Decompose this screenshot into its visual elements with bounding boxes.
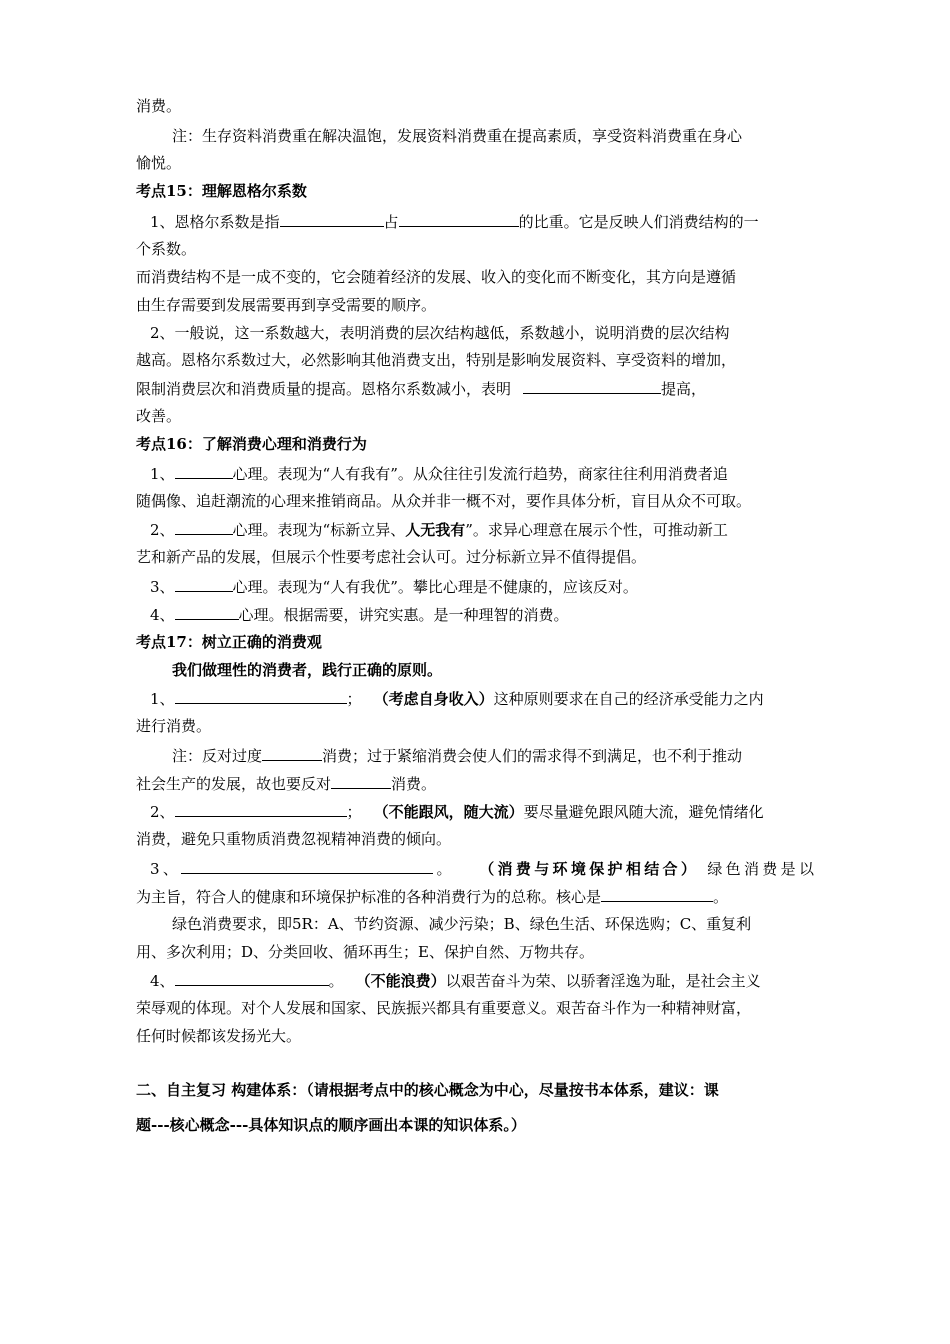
text-line	[136, 886, 728, 907]
text-line	[136, 378, 706, 399]
text-line	[150, 519, 728, 540]
text-bold: （不能浪费）	[355, 972, 446, 990]
text-segment: ；	[346, 690, 362, 708]
blank-field[interactable]	[175, 970, 329, 986]
text-segment: ；	[346, 803, 362, 821]
text-segment: 3、	[150, 578, 175, 596]
text-segment: 提高，	[661, 380, 707, 398]
text-segment: 。	[328, 972, 344, 990]
text-line: 消费。	[136, 97, 182, 115]
blank-field[interactable]	[175, 688, 347, 704]
text-line: 消费，避免只重物质消费忽视精神消费的倾向。	[136, 830, 452, 848]
text-segment: 1、	[150, 465, 175, 483]
text-segment: 社会生产的发展，故也要反对	[136, 775, 332, 793]
section-heading-15: 考点15：理解恩格尔系数	[136, 182, 307, 200]
text-segment: 绿色消费是以	[707, 860, 814, 878]
blank-field[interactable]	[175, 463, 233, 479]
text-line	[150, 211, 759, 232]
blank-field[interactable]	[175, 576, 233, 592]
text-line	[150, 576, 638, 597]
section-heading-2: 二、自主复习 构建体系：（请根据考点中的核心概念为中心，尽量按书本体系，建议：课	[136, 1081, 719, 1099]
text-line: 改善。	[136, 407, 182, 425]
text-segment: ”。求异心理意在展示个性，可推动新工	[465, 521, 728, 539]
text-segment: 注：反对过度	[172, 747, 263, 765]
text-line: 用、多次利用；D、分类回收、循环再生；E、保护自然、万物共存。	[136, 943, 594, 961]
text-segment: 占	[383, 213, 399, 231]
text-segment: 。	[713, 888, 729, 906]
text-segment: 限制消费层次和消费质量的提高。恩格尔系数减小，表明	[136, 380, 512, 398]
text-segment: 2、	[150, 803, 175, 821]
blank-field[interactable]	[181, 858, 433, 874]
text-line: 随偶像、追赶潮流的心理来推销商品。从众并非一概不对，要作具体分析，盲目从众不可取。	[136, 492, 752, 510]
section-heading-16: 考点16：了解消费心理和消费行为	[136, 435, 367, 453]
text-line: 而消费结构不是一成不变的，它会随着经济的发展、收入的变化而不断变化，其方向是遵循	[136, 268, 737, 286]
note-line: 注：生存资料消费重在解决温饱，发展资料消费重在提高素质，享受资料消费重在身心	[172, 127, 743, 145]
text-segment: 。	[433, 860, 455, 878]
section-heading-17: 考点17：树立正确的消费观	[136, 633, 322, 651]
text-segment: 消费；过于紧缩消费会使人们的需求得不到满足，也不利于推动	[322, 747, 743, 765]
text-line: 进行消费。	[136, 717, 212, 735]
text-line	[150, 688, 764, 709]
note-line	[172, 745, 742, 766]
text-line: 越高。恩格尔系数过大，必然影响其他消费支出，特别是影响发展资料、享受资料的增加，	[136, 351, 737, 369]
blank-field[interactable]	[523, 378, 661, 394]
text-bold: （不能跟风，随大流）	[373, 803, 524, 821]
text-line	[150, 970, 761, 991]
text-segment: 为主旨，符合人的健康和环境保护标准的各种消费行为的总称。核心是	[136, 888, 602, 906]
blank-field[interactable]	[175, 604, 239, 620]
text-segment: 心理。根据需要，讲究实惠。是一种理智的消费。	[238, 606, 569, 624]
text-segment: 2、	[150, 521, 175, 539]
text-segment: 心理。表现为“人有我优”。攀比心理是不健康的，应该反对。	[232, 578, 638, 596]
text-line	[150, 604, 569, 625]
text-segment: 消费。	[391, 775, 437, 793]
blank-field[interactable]	[399, 211, 519, 227]
blank-field[interactable]	[601, 886, 713, 902]
text-line: 愉悦。	[136, 154, 182, 172]
text-line: 荣辱观的体现。对个人发展和国家、民族振兴都具有重要意义。艰苦奋斗作为一种精神财富，	[136, 999, 752, 1017]
text-line: 个系数。	[136, 240, 197, 258]
text-line	[150, 801, 764, 822]
text-line: 我们做理性的消费者，践行正确的原则。	[172, 661, 443, 679]
blank-field[interactable]	[331, 773, 391, 789]
text-segment: 4、	[150, 606, 175, 624]
text-bold: （消费与环境保护相结合）	[479, 860, 700, 878]
text-line: 由生存需要到发展需要再到享受需要的顺序。	[136, 296, 437, 314]
text-line: 2、一般说，这一系数越大，表明消费的层次结构越低，系数越小，说明消费的层次结构	[150, 324, 730, 342]
text-line	[150, 463, 728, 484]
text-segment: 3、	[150, 860, 182, 878]
text-segment: 1、恩格尔系数是指	[150, 213, 280, 231]
text-bold: （考虑自身收入）	[373, 690, 494, 708]
blank-field[interactable]	[280, 211, 384, 227]
text-segment: 要尽量避免跟风随大流，避免情绪化	[523, 803, 764, 821]
text-segment: 这种原则要求在自己的经济承受能力之内	[493, 690, 764, 708]
section-heading-2-cont: 题---核心概念---具体知识点的顺序画出本课的知识体系。）	[136, 1116, 526, 1134]
blank-field[interactable]	[262, 745, 322, 761]
text-line: 任何时候都该发扬光大。	[136, 1027, 302, 1045]
blank-field[interactable]	[175, 519, 233, 535]
blank-field[interactable]	[175, 801, 347, 817]
text-segment: 的比重。它是反映人们消费结构的一	[518, 213, 759, 231]
text-line: 艺和新产品的发展，但展示个性要考虑社会认可。过分标新立异不值得提倡。	[136, 548, 647, 566]
text-segment: 1、	[150, 690, 175, 708]
text-segment: 4、	[150, 972, 175, 990]
text-segment: 心理。表现为“人有我有”。从众往往引发流行趋势，商家往往利用消费者追	[232, 465, 728, 483]
text-line: 绿色消费要求，即5R：A、节约资源、减少污染；B、绿色生活、环保选购；C、重复利	[172, 915, 752, 933]
text-line	[136, 773, 436, 794]
text-segment: 以艰苦奋斗为荣、以骄奢淫逸为耻，是社会主义	[445, 972, 761, 990]
text-segment: 心理。表现为“标新立异、	[232, 521, 406, 539]
text-line	[150, 858, 814, 879]
text-bold: 人无我有	[405, 521, 466, 539]
